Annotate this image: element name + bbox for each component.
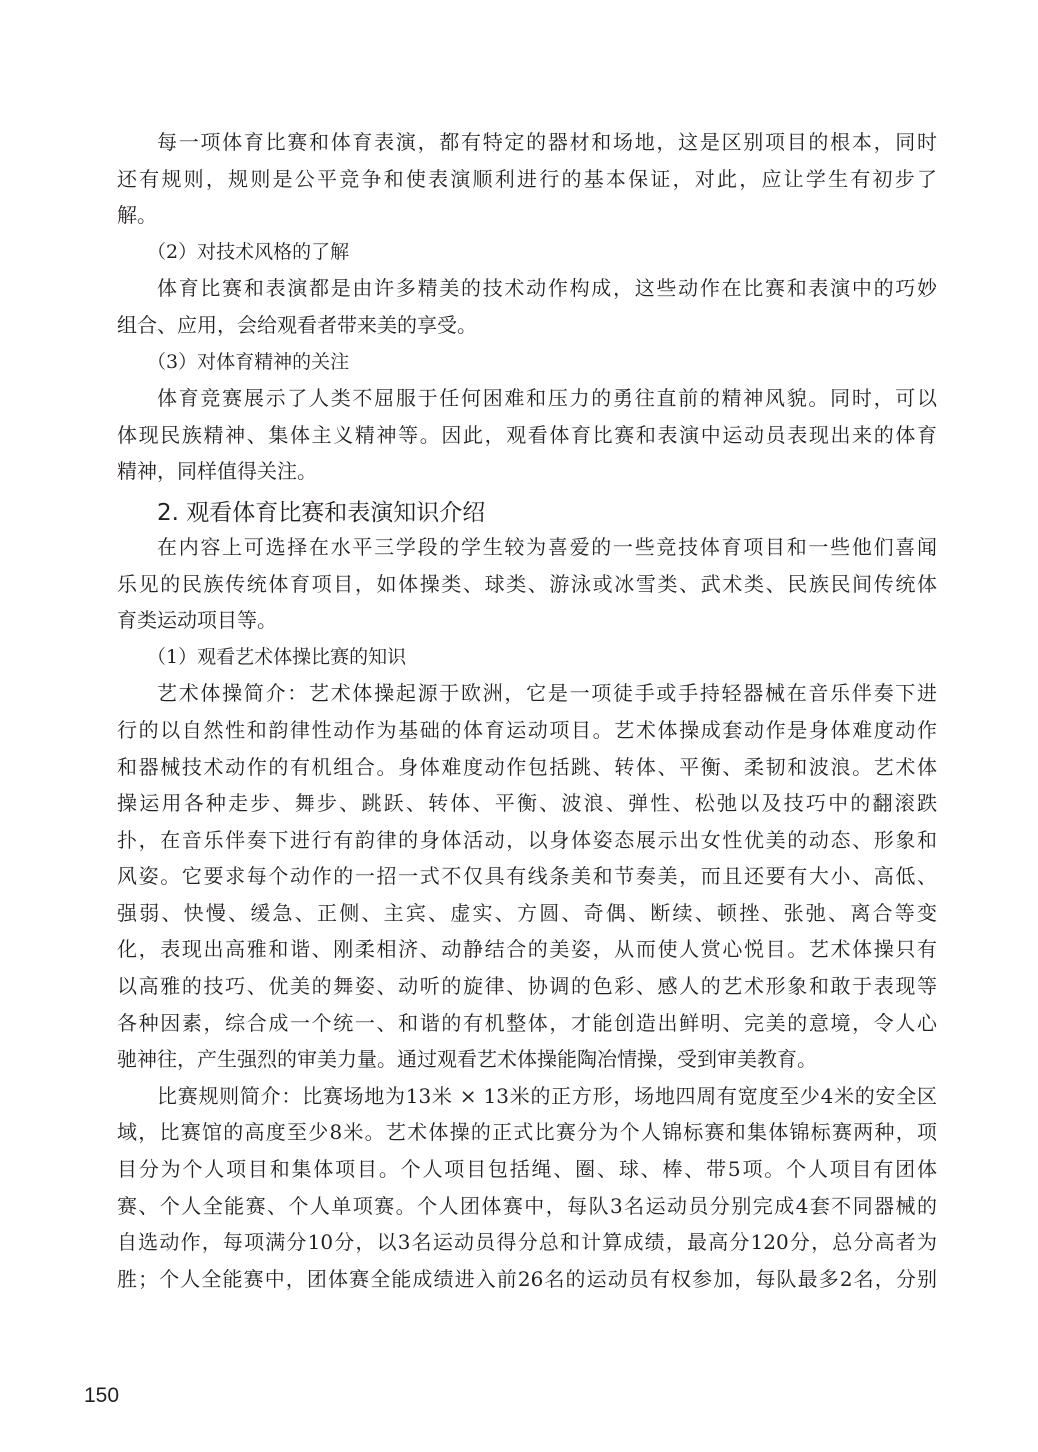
text-line: 化，表现出高雅和谐、刚柔相济、动静结合的美姿，从而使人赏心悦目。艺术体操只有 <box>117 937 937 962</box>
text-line: 艺术体操简介：艺术体操起源于欧洲，它是一项徒手或手持轻器械在音乐伴奏下进 <box>157 681 937 706</box>
text-line: 目分为个人项目和集体项目。个人项目包括绳、圈、球、棒、带5项。个人项目有团体 <box>117 1157 937 1182</box>
subsection-title <box>117 639 937 676</box>
text-line: 胜；个人全能赛中，团体赛全能成绩进入前26名的运动员有权参加，每队最多2名，分别 <box>117 1266 937 1291</box>
paragraph <box>117 124 937 234</box>
text-line: 行的以自然性和韵律性动作为基础的体育运动项目。艺术体操成套动作是身体难度动作 <box>117 717 937 742</box>
text-line: 体育竞赛展示了人类不屈服于任何困难和压力的勇往直前的精神风貌。同时，可以 <box>157 386 937 411</box>
subsection-title <box>117 234 937 271</box>
text-line: （1）观看艺术体操比赛的知识 <box>147 645 407 668</box>
text-line: 乐见的民族传统体育项目，如体操类、球类、游泳或冰雪类、武术类、民族民间传统体 <box>117 571 937 596</box>
text-line: 和器械技术动作的有机组合。身体难度动作包括跳、转体、平衡、柔韧和波浪。艺术体 <box>117 754 937 779</box>
text-line: 以高雅的技巧、优美的舞姿、动听的旋律、协调的色彩、感人的艺术形象和敢于表现等 <box>117 974 937 999</box>
text-line: 域，比赛馆的高度至少8米。艺术体操的正式比赛分为个人锦标赛和集体锦标赛两种，项 <box>117 1120 937 1145</box>
paragraph <box>117 529 937 639</box>
text-line: 育类运动项目等。 <box>117 608 277 633</box>
text-line: 精神，同样值得关注。 <box>117 459 317 484</box>
text-line: 组合、应用，会给观看者带来美的享受。 <box>117 312 477 337</box>
text-line: 体育比赛和表演都是由许多精美的技术动作构成，这些动作在比赛和表演中的巧妙 <box>157 276 937 301</box>
paragraph <box>117 380 937 490</box>
text-line: 体现民族精神、集体主义精神等。因此，观看体育比赛和表演中运动员表现出来的体育 <box>117 422 937 447</box>
text-line: 各种因素，综合成一个统一、和谐的有机整体，才能创造出鲜明、完美的意境，令人心 <box>117 1010 937 1035</box>
paragraph <box>117 1078 937 1298</box>
heading-text: 2. 观看体育比赛和表演知识介绍 <box>157 499 486 526</box>
text-line: 在内容上可选择在水平三学段的学生较为喜爱的一些竞技体育项目和一些他们喜闻 <box>157 534 937 559</box>
text-line: 风姿。它要求每个动作的一招一式不仅具有线条美和节奏美，而且还要有大小、高低、 <box>117 864 937 889</box>
text-line: 还有规则，规则是公平竞争和使表演顺利进行的基本保证，对此，应让学生有初步了 <box>117 166 937 191</box>
text-line: 解。 <box>117 203 157 228</box>
text-line: 自选动作，每项满分10分，以3名运动员得分总和计算成绩，最高分120分，总分高者为 <box>117 1230 937 1255</box>
page-body <box>117 124 937 1297</box>
text-line: （2）对技术风格的了解 <box>147 240 350 263</box>
text-line: 比赛规则简介：比赛场地为13米 × 13米的正方形，场地四周有宽度至少4米的安全区 <box>157 1083 937 1108</box>
paragraph <box>117 270 937 343</box>
text-line: （3）对体育精神的关注 <box>147 350 350 373</box>
text-line: 扑，在音乐伴奏下进行有韵律的身体活动，以身体姿态展示出女性优美的动态、形象和 <box>117 827 937 852</box>
text-line: 每一项体育比赛和体育表演，都有特定的器材和场地，这是区别项目的根本，同时 <box>157 130 937 154</box>
page-number: 150 <box>84 1384 120 1407</box>
text-line: 驰神往，产生强烈的审美力量。通过观看艺术体操能陶冶情操，受到审美教育。 <box>117 1047 817 1072</box>
text-line: 强弱、快慢、缓急、正侧、主宾、虚实、方圆、奇偶、断续、顿挫、张弛、离合等变 <box>117 900 937 925</box>
section-heading <box>117 493 937 533</box>
paragraph <box>117 675 937 1078</box>
subsection-title <box>117 344 937 381</box>
text-line: 操运用各种走步、舞步、跳跃、转体、平衡、波浪、弹性、松弛以及技巧中的翻滚跌 <box>117 791 937 816</box>
text-line: 赛、个人全能赛、个人单项赛。个人团体赛中，每队3名运动员分别完成4套不同器械的 <box>117 1193 937 1218</box>
